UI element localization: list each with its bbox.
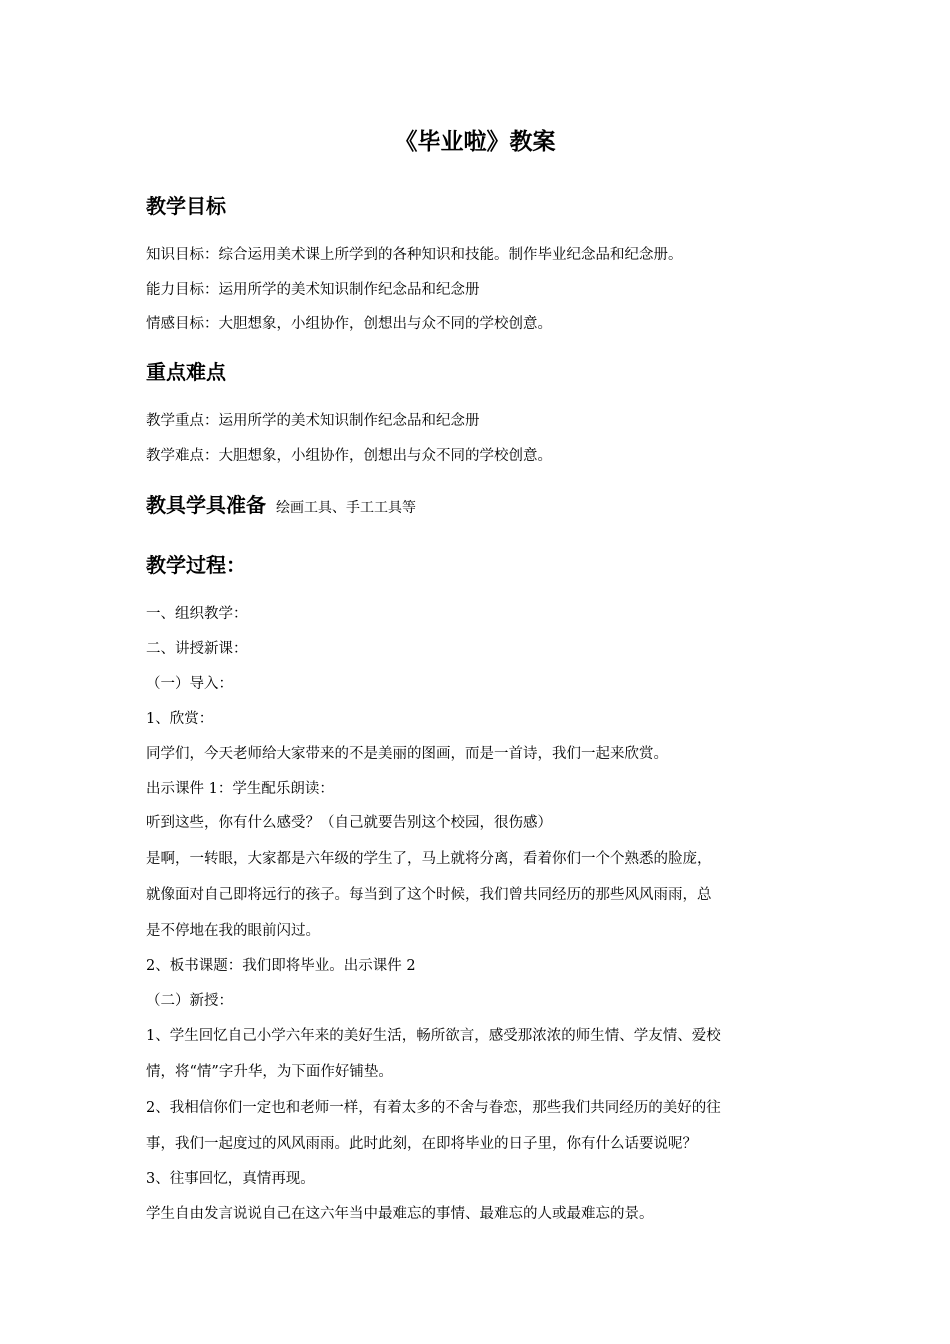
- process-line: 同学们，今天老师给大家带来的不是美丽的图画，而是一首诗，我们一起来欣赏。: [146, 746, 668, 762]
- materials-heading-text: 教具学具准备: [146, 493, 266, 517]
- key-point-line: 教学重点：运用所学的美术知识制作纪念品和纪念册: [146, 413, 480, 429]
- process-line: 二、讲授新课：: [146, 641, 248, 657]
- process-line: 事，我们一起度过的风风雨雨。此时此刻，在即将毕业的日子里，你有什么话要说呢？: [146, 1136, 697, 1152]
- materials-note: 绘画工具、手工工具等: [276, 500, 416, 516]
- process-line: 情，将“情”字升华，为下面作好铺垫。: [146, 1064, 393, 1080]
- document-title: 《毕业啦》教案: [394, 129, 556, 155]
- process-line: 出示课件 1：学生配乐朗读：: [146, 781, 334, 797]
- process-line: （二）新授：: [146, 993, 233, 1009]
- process-line: （一）导入：: [146, 676, 233, 692]
- goal-line-emotion: 情感目标：大胆想象，小组协作，创想出与众不同的学校创意。: [146, 316, 552, 332]
- process-line: 2、板书课题：我们即将毕业。出示课件 2: [146, 958, 416, 974]
- section-heading-goals: 教学目标: [146, 194, 226, 218]
- goal-line-ability: 能力目标：运用所学的美术知识制作纪念品和纪念册: [146, 282, 480, 298]
- process-line: 一、组织教学：: [146, 606, 248, 622]
- process-line: 就像面对自己即将远行的孩子。每当到了这个时候，我们曾共同经历的那些风风雨雨，总: [146, 887, 712, 903]
- process-line: 3、往事回忆，真情再现。: [146, 1171, 315, 1187]
- process-line: 2、我相信你们一定也和老师一样，有着太多的不舍与眷恋，那些我们共同经历的美好的往: [146, 1100, 721, 1116]
- section-heading-process: 教学过程：: [146, 553, 246, 577]
- process-line: 是不停地在我的眼前闪过。: [146, 923, 320, 939]
- section-heading-materials: [146, 491, 416, 522]
- process-line: 1、学生回忆自己小学六年来的美好生活，畅所欲言，感受那浓浓的师生情、学友情、爱校: [146, 1028, 721, 1044]
- goal-line-knowledge: 知识目标：综合运用美术课上所学到的各种知识和技能。制作毕业纪念品和纪念册。: [146, 247, 683, 263]
- process-line: 1、欣赏：: [146, 711, 214, 727]
- process-line: 听到这些，你有什么感受？（自己就要告别这个校园，很伤感）: [146, 815, 552, 831]
- section-heading-key-points: 重点难点: [146, 360, 226, 384]
- process-line: 学生自由发言说说自己在这六年当中最难忘的事情、最难忘的人或最难忘的景。: [146, 1206, 654, 1222]
- process-line: 是啊，一转眼，大家都是六年级的学生了，马上就将分离，看着你们一个个熟悉的脸庞，: [146, 851, 712, 867]
- difficult-point-line: 教学难点：大胆想象，小组协作，创想出与众不同的学校创意。: [146, 448, 552, 464]
